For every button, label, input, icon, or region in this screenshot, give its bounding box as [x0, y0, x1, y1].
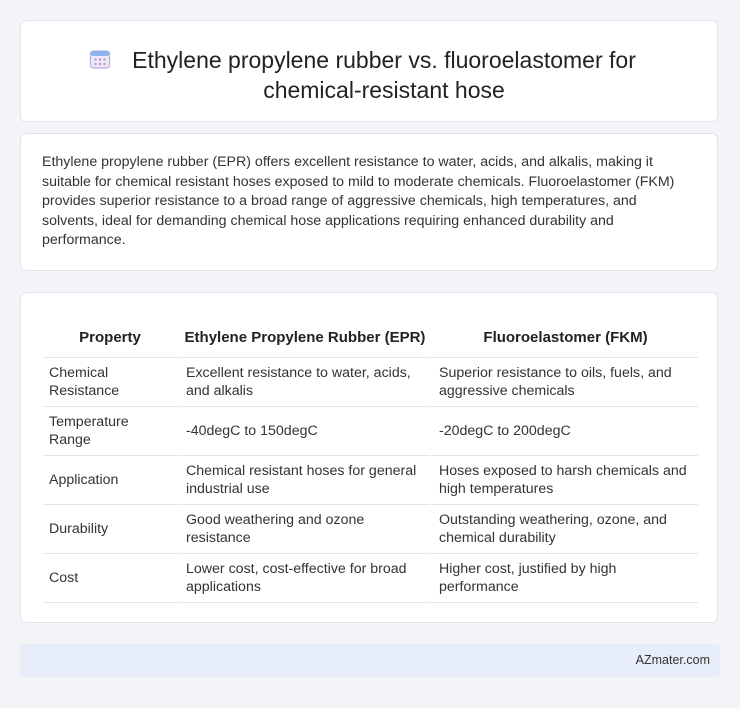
table-cell-fkm: Superior resistance to oils, fuels, and aggressive chemicals — [430, 358, 698, 407]
table-row — [43, 456, 698, 505]
table-header-row — [43, 313, 698, 358]
footer-site-link[interactable]: AZmater.com — [635, 653, 710, 667]
table-cell-property: Durability — [43, 505, 177, 554]
column-header-epr: Ethylene Propylene Rubber (EPR) — [177, 313, 430, 358]
table-cell-fkm: Outstanding weathering, ozone, and chemical durability — [430, 505, 698, 554]
comparison-table — [43, 313, 698, 603]
page-title: Ethylene propylene rubber vs. fluoroelastomer for chemical-resistant hose — [132, 47, 636, 103]
intro-text: Ethylene propylene rubber (EPR) offers excellent resistance to water, acids, and alkalis, making it suitable for chemical resistant hoses exposed to mild to moderate chemicals. Fluoroelastomer (FKM) provides superior resistance to a broad range of aggressive chemicals, high temperatures, and solvents, ideal for demanding chemical hose applications requiring enhanced durability and performance. — [42, 154, 675, 249]
table-row — [43, 505, 698, 554]
table-row — [43, 554, 698, 603]
title-card — [20, 20, 718, 122]
intro-card — [20, 133, 718, 271]
comparison-card — [20, 292, 718, 623]
column-header-fkm: Fluoroelastomer (FKM) — [430, 313, 698, 358]
table-row — [43, 407, 698, 456]
table-cell-property: Temperature Range — [43, 407, 177, 456]
table-cell-property: Chemical Resistance — [43, 358, 177, 407]
footer-bar — [20, 644, 720, 677]
table-cell-property: Cost — [43, 554, 177, 603]
table-cell-epr: Chemical resistant hoses for general industrial use — [177, 456, 430, 505]
table-cell-property: Application — [43, 456, 177, 505]
table-cell-fkm: Hoses exposed to harsh chemicals and high temperatures — [430, 456, 698, 505]
table-cell-epr: Lower cost, cost-effective for broad applications — [177, 554, 430, 603]
table-cell-epr: Excellent resistance to water, acids, and alkalis — [177, 358, 430, 407]
table-cell-epr: -40degC to 150degC — [177, 407, 430, 456]
column-header-property: Property — [43, 313, 177, 358]
table-row — [43, 358, 698, 407]
table-cell-fkm: -20degC to 200degC — [430, 407, 698, 456]
table-cell-epr: Good weathering and ozone resistance — [177, 505, 430, 554]
table-cell-fkm: Higher cost, justified by high performance — [430, 554, 698, 603]
